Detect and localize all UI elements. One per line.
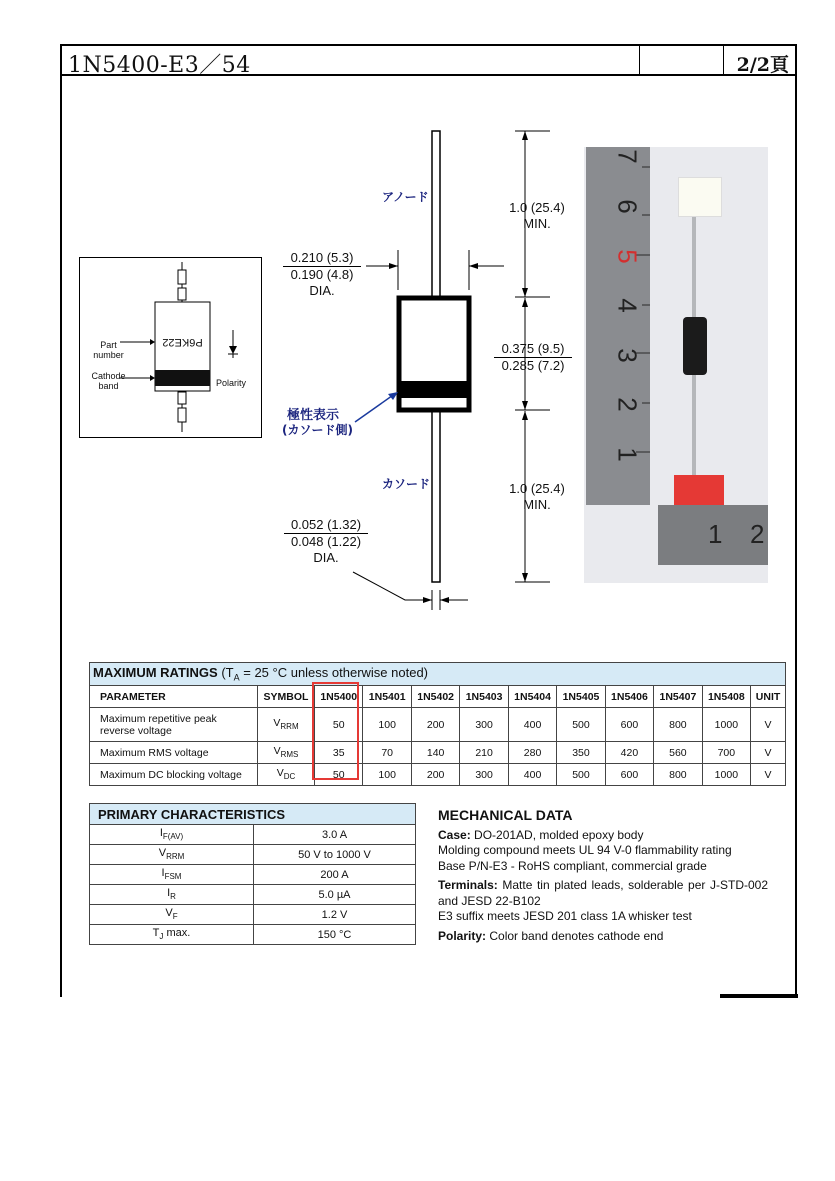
- ruler-number-5: 5: [612, 249, 643, 264]
- body-length-dimension: 0.375 (9.5) 0.285 (7.2): [494, 341, 572, 374]
- table-row: $V_{RRM}$ 50 V to 1000 V: [90, 845, 416, 865]
- red-tape: [674, 475, 724, 505]
- header-bar: [60, 44, 797, 76]
- page-number: 2/2頁: [736, 54, 789, 76]
- cathode-band-label: Cathode band: [91, 371, 126, 391]
- table-row: $T_J$ max. 150 °C: [90, 925, 416, 945]
- document-title: 1N5400-E3／54: [68, 53, 251, 78]
- lead-length-bottom-dimension: 1.0 (25.4) MIN.: [509, 481, 565, 512]
- table-row: $I_{FSM}$ 200 A: [90, 865, 416, 885]
- ruler-number-7: 7: [612, 149, 643, 164]
- primary-characteristics-title: PRIMARY CHARACTERISTICS: [90, 804, 416, 825]
- cathode-label: カソード: [382, 477, 431, 491]
- bottom-rule: [720, 994, 798, 998]
- table-row: Maximum repetitive peak reverse voltage $V_{RRM}$ 50 100 200 300 400 500 600 800 1000 V: [90, 708, 786, 742]
- ruler-number-3: 3: [612, 348, 643, 363]
- lead-diameter-dimension: 0.052 (1.32) 0.048 (1.22) DIA.: [284, 517, 368, 566]
- ruler-number-2: 2: [612, 397, 643, 412]
- white-tape: [678, 177, 722, 217]
- highlight-1n5400-column: [312, 682, 359, 780]
- table-row: Maximum DC blocking voltage $V_{DC}$ 50 100 200 300 400 500 600 800 1000 V: [90, 764, 786, 786]
- marking-outline-box: [79, 257, 262, 438]
- part-number-label: Part number: [93, 340, 124, 360]
- anode-label: アノード: [382, 190, 429, 204]
- body-diameter-dimension: 0.210 (5.3) 0.190 (4.8) DIA.: [283, 250, 361, 299]
- ruler-bottom: 1 2: [658, 505, 768, 565]
- table-row: $I_{F(AV)}$ 3.0 A: [90, 825, 416, 845]
- ruler-top: [586, 147, 650, 505]
- lead-length-top-dimension: 1.0 (25.4) MIN.: [509, 200, 565, 231]
- mechanical-data-title: MECHANICAL DATA: [438, 807, 573, 823]
- part-marking-text: P6KE22: [162, 336, 203, 348]
- ruler-number-6: 6: [612, 199, 643, 214]
- ruler-number-4: 4: [612, 298, 643, 313]
- maximum-ratings-table: [89, 662, 786, 786]
- cathode-side-label: (カソード側): [282, 423, 353, 437]
- table-row: Maximum RMS voltage $V_{RMS}$ 35 70 140 210 280 350 420 560 700 V: [90, 742, 786, 764]
- polarity-label: Polarity: [216, 378, 247, 388]
- table-header-row: PARAMETER SYMBOL 1N5400 1N5401 1N5402 1N5403 1N5404 1N5405 1N5406 1N5407 1N5408 UNIT: [90, 686, 786, 708]
- primary-characteristics-table: [89, 803, 416, 945]
- product-photo: [584, 147, 768, 583]
- polarity-marking-label: 極性表示: [287, 408, 340, 423]
- table-row: $V_F$ 1.2 V: [90, 905, 416, 925]
- diode-body-photo: [683, 317, 707, 375]
- ruler-number-1: 1: [612, 447, 643, 462]
- maximum-ratings-title: MAXIMUM RATINGS ($T_A = 25$ °C unless otherwise noted): [90, 663, 786, 686]
- table-row: $I_R$ 5.0 µA: [90, 885, 416, 905]
- mechanical-data-section: MECHANICAL DATA Case: DO-201AD, molded epoxy body Molding compound meets UL 94 V-0 flammability rating Base P/N-E3 - RoHS compliant, commercial grade Terminals: Matte tin plated leads, solderable per J-STD-002 and JESD 22-B102 E3 suffix meets JESD 201 class 1A whisker test Polarity: Color band denotes cathode end: [438, 807, 768, 943]
